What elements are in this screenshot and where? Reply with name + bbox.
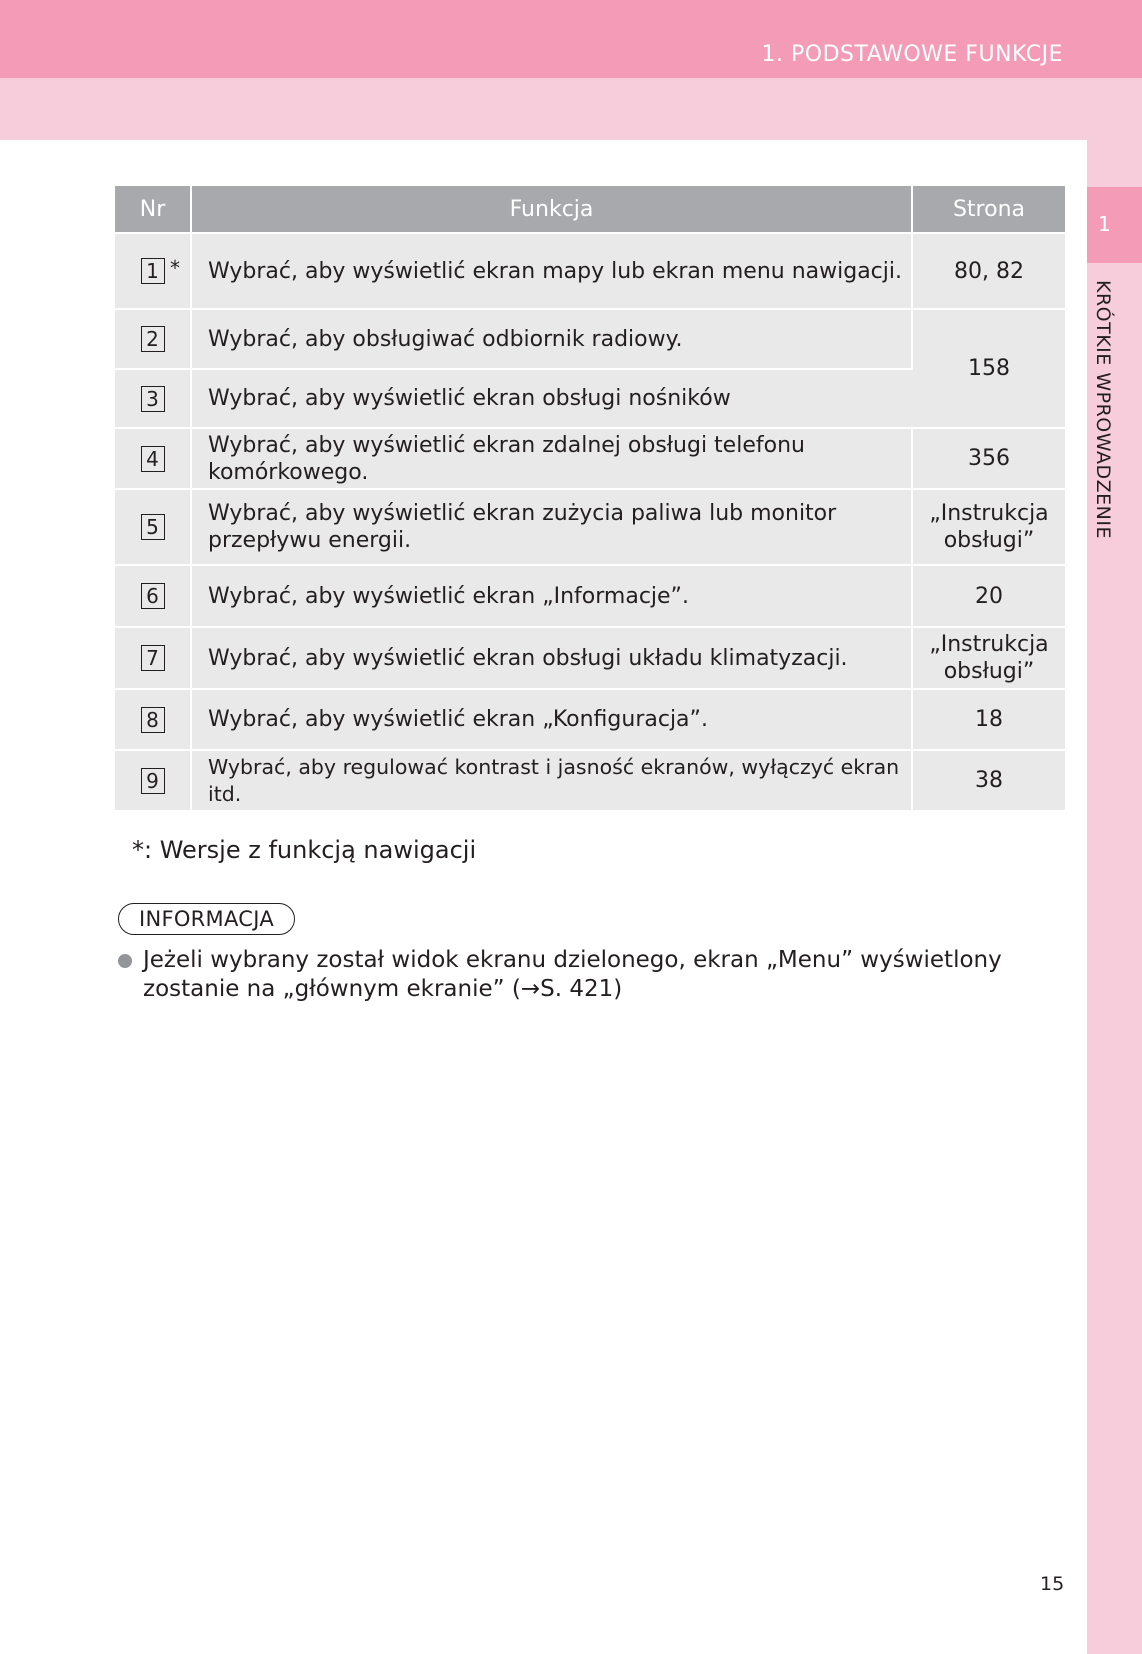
table-header-row: [115, 186, 1065, 232]
page-cell: 80, 82: [913, 232, 1065, 308]
chapter-label: KRÓTKIE WPROWADZENIE: [1092, 280, 1114, 539]
number-box: 4: [141, 446, 165, 472]
chapter-number: 1: [1098, 212, 1111, 236]
function-cell: Wybrać, aby wyświetlić ekran „Konfiguracja”.: [192, 688, 913, 749]
function-cell: Wybrać, aby obsługiwać odbiornik radiowy.: [192, 308, 913, 368]
row-number-cell: [115, 368, 192, 427]
page-cell: „Instrukcja obsługi”: [913, 626, 1065, 688]
chapter-tab: [1087, 187, 1142, 263]
table-row: [115, 427, 1065, 488]
column-header-function: Funkcja: [192, 186, 913, 232]
section-title: 1. PODSTAWOWE FUNKCJE: [761, 42, 1063, 67]
function-cell: Wybrać, aby wyświetlić ekran obsługi nośników: [192, 368, 913, 427]
page-cell: 158: [913, 308, 1065, 427]
table-row: [115, 232, 1065, 308]
number-box: 5: [141, 514, 165, 540]
function-cell: Wybrać, aby wyświetlić ekran obsługi układu klimatyzacji.: [192, 626, 913, 688]
row-number-cell: [115, 749, 192, 810]
function-table: [115, 186, 1065, 810]
footnote: *: Wersje z funkcją nawigacji: [132, 836, 477, 864]
info-badge: INFORMACJA: [118, 903, 295, 935]
header-sub-band: [0, 78, 1142, 140]
info-text: Jeżeli wybrany został widok ekranu dzielonego, ekran „Menu” wyświetlony zostanie na „głównym ekranie” (→S. 421): [143, 947, 1002, 1002]
table-row: [115, 626, 1065, 688]
number-box: 7: [141, 645, 165, 671]
number-box: 3: [141, 386, 165, 412]
table-row: [115, 688, 1065, 749]
column-header-page: Strona: [913, 186, 1065, 232]
row-number-cell: [115, 626, 192, 688]
navigation-asterisk: *: [170, 256, 180, 280]
number-box: 1: [141, 258, 165, 284]
page-cell: 356: [913, 427, 1065, 488]
table-row: [115, 564, 1065, 626]
function-cell: Wybrać, aby wyświetlić ekran zużycia paliwa lub monitor przepływu energii.: [192, 488, 913, 564]
row-number-cell: [115, 564, 192, 626]
page-cell: 18: [913, 688, 1065, 749]
row-number-cell: [115, 488, 192, 564]
row-number-cell: [115, 427, 192, 488]
page-cell: 20: [913, 564, 1065, 626]
table-row: [115, 308, 1065, 368]
page-number: 15: [1040, 1573, 1065, 1595]
function-cell: Wybrać, aby wyświetlić ekran zdalnej obsługi telefonu komórkowego.: [192, 427, 913, 488]
row-number-cell: [115, 688, 192, 749]
column-header-nr: Nr: [115, 186, 192, 232]
number-box: 8: [141, 707, 165, 733]
function-cell: Wybrać, aby regulować kontrast i jasność ekranów, wyłączyć ekran itd.: [192, 749, 913, 810]
row-number-cell: [115, 232, 192, 308]
bullet-icon: [118, 954, 132, 968]
table-row: [115, 488, 1065, 564]
info-paragraph: [118, 946, 1068, 1004]
page-cell: „Instrukcja obsługi”: [913, 488, 1065, 564]
number-box: 6: [141, 583, 165, 609]
table-row: [115, 749, 1065, 810]
page-cell: 38: [913, 749, 1065, 810]
row-number-cell: [115, 308, 192, 368]
number-box: 9: [141, 768, 165, 794]
number-box: 2: [141, 326, 165, 352]
function-cell: Wybrać, aby wyświetlić ekran „Informacje”.: [192, 564, 913, 626]
function-cell: Wybrać, aby wyświetlić ekran mapy lub ekran menu nawigacji.: [192, 232, 913, 308]
